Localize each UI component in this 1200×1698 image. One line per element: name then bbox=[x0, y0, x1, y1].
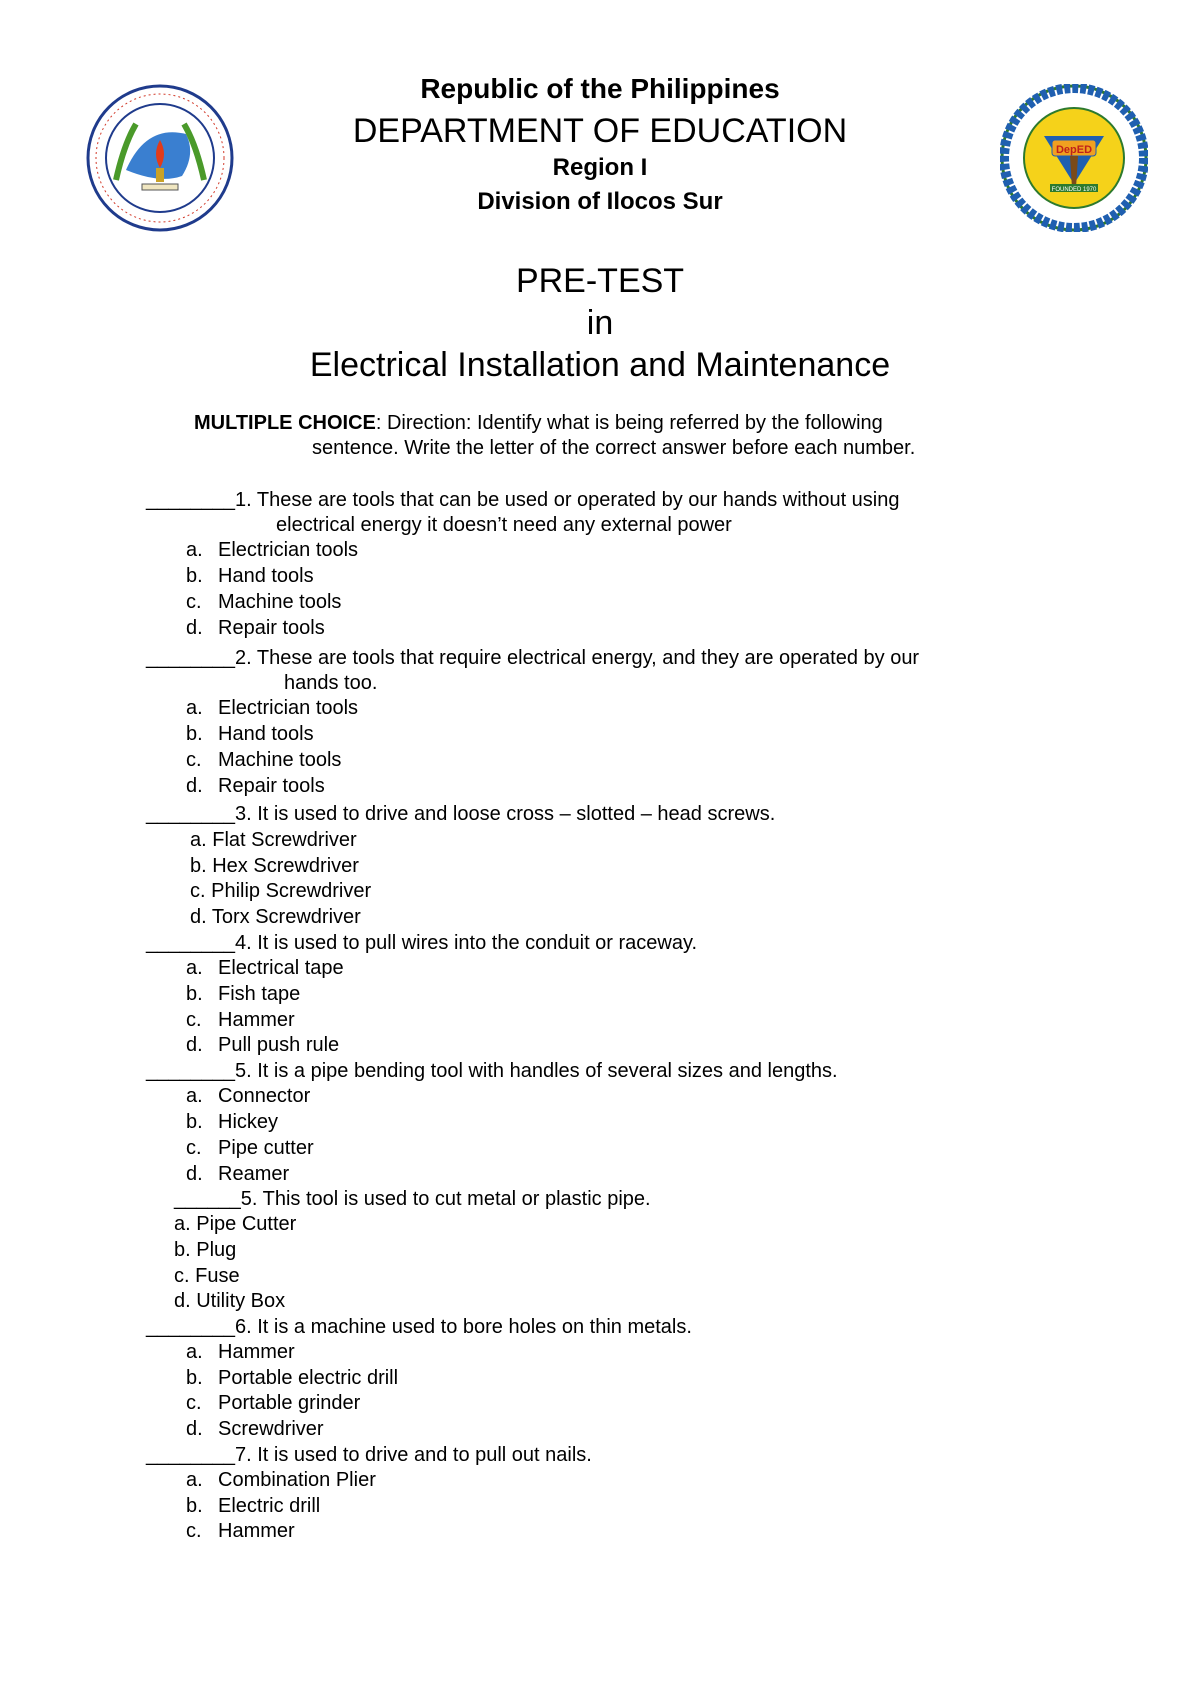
answer-blank[interactable]: ________ bbox=[146, 1060, 235, 1082]
option-text: Pipe cutter bbox=[218, 1137, 314, 1159]
answer-blank[interactable]: ________ bbox=[146, 932, 235, 954]
option-letter: d. bbox=[186, 1163, 203, 1185]
option-letter: d. bbox=[186, 1034, 203, 1056]
answer-blank[interactable]: ________ bbox=[146, 489, 235, 511]
question-8 bbox=[146, 1444, 592, 1467]
question-3 bbox=[146, 803, 775, 826]
option-letter: b. bbox=[186, 723, 203, 745]
option-text: Repair tools bbox=[218, 617, 325, 639]
option-text: Hand tools bbox=[218, 723, 314, 745]
test-title-in: in bbox=[586, 304, 614, 342]
answer-blank[interactable]: ______ bbox=[174, 1188, 241, 1210]
question-text: 4. It is used to pull wires into the conduit or raceway. bbox=[234, 932, 698, 954]
department-heading: DEPARTMENT OF EDUCATION bbox=[352, 112, 848, 150]
question-4 bbox=[146, 932, 697, 955]
option-letter: a. bbox=[186, 539, 203, 561]
option-letter: b. bbox=[186, 565, 203, 587]
option-letter: a. bbox=[186, 1085, 203, 1107]
svg-text:DepED: DepED bbox=[1055, 144, 1093, 156]
option-letter: c. bbox=[186, 749, 202, 771]
test-title: PRE-TEST bbox=[515, 262, 685, 300]
option-letter: c. bbox=[186, 1137, 202, 1159]
question-text: 5. This tool is used to cut metal or plastic pipe. bbox=[240, 1188, 651, 1210]
option-letter: c. bbox=[186, 1392, 202, 1414]
question-continuation: hands too. bbox=[284, 672, 378, 694]
question-1 bbox=[146, 489, 900, 512]
option-text: Electrician tools bbox=[218, 539, 359, 561]
option: d. Utility Box bbox=[174, 1290, 286, 1312]
option-text: Hammer bbox=[218, 1341, 295, 1363]
direction-text: : Direction: Identify what is being referred by the following bbox=[375, 412, 883, 434]
subject-title: Electrical Installation and Maintenance bbox=[309, 346, 891, 384]
option-letter: a. bbox=[186, 697, 203, 719]
option-text: Pull push rule bbox=[218, 1034, 340, 1056]
answer-blank[interactable]: ________ bbox=[146, 803, 235, 825]
option-letter: a. bbox=[186, 1341, 203, 1363]
option-text: Portable grinder bbox=[218, 1392, 361, 1414]
option-text: Electrician tools bbox=[218, 697, 359, 719]
option: c. Philip Screwdriver bbox=[190, 880, 372, 902]
option-letter: b. bbox=[186, 1367, 203, 1389]
question-2 bbox=[146, 647, 919, 670]
option-text: Portable electric drill bbox=[218, 1367, 399, 1389]
option: a. Flat Screwdriver bbox=[190, 829, 357, 851]
question-6 bbox=[174, 1188, 651, 1211]
option-text: Reamer bbox=[218, 1163, 290, 1185]
question-text: 2. These are tools that require electrical energy, and they are operated by our bbox=[234, 647, 920, 669]
option-text: Fish tape bbox=[218, 983, 301, 1005]
option-letter: c. bbox=[186, 591, 202, 613]
option-letter: b. bbox=[186, 983, 203, 1005]
question-text: 5. It is a pipe bending tool with handles of several sizes and lengths. bbox=[234, 1060, 838, 1082]
option-letter: a. bbox=[186, 1469, 203, 1491]
option-text: Machine tools bbox=[218, 749, 342, 771]
option-text: Repair tools bbox=[218, 775, 325, 797]
option-text: Hand tools bbox=[218, 565, 314, 587]
direction-line-1 bbox=[194, 412, 883, 435]
answer-blank[interactable]: ________ bbox=[146, 647, 235, 669]
question-7 bbox=[146, 1316, 692, 1339]
question-text: 6. It is a machine used to bore holes on thin metals. bbox=[234, 1316, 692, 1338]
option-text: Combination Plier bbox=[218, 1469, 376, 1491]
direction-line-2: sentence. Write the letter of the correct answer before each number. bbox=[312, 437, 916, 459]
answer-blank[interactable]: ________ bbox=[146, 1316, 235, 1338]
option-text: Electrical tape bbox=[218, 957, 344, 979]
option-letter: c. bbox=[186, 1520, 202, 1542]
option: c. Fuse bbox=[174, 1265, 240, 1287]
svg-text:FOUNDED 1970: FOUNDED 1970 bbox=[1051, 187, 1097, 193]
region-heading: Region I bbox=[552, 154, 648, 181]
question-continuation: electrical energy it doesn’t need any external power bbox=[276, 514, 732, 536]
option: b. Plug bbox=[174, 1239, 237, 1261]
question-5 bbox=[146, 1060, 838, 1083]
republic-heading: Republic of the Philippines bbox=[420, 73, 780, 104]
option-text: Hickey bbox=[218, 1111, 279, 1133]
option-text: Electric drill bbox=[218, 1495, 321, 1517]
division-heading: Division of Ilocos Sur bbox=[477, 188, 723, 215]
question-text: 1. These are tools that can be used or operated by our hands without using bbox=[234, 489, 900, 511]
option: b. Hex Screwdriver bbox=[190, 855, 359, 877]
option-text: Screwdriver bbox=[218, 1418, 324, 1440]
direction-label: MULTIPLE CHOICE bbox=[194, 412, 376, 434]
answer-blank[interactable]: ________ bbox=[146, 1444, 235, 1466]
option-text: Connector bbox=[218, 1085, 311, 1107]
option: d. Torx Screwdriver bbox=[190, 906, 361, 928]
option-letter: b. bbox=[186, 1111, 203, 1133]
option-text: Machine tools bbox=[218, 591, 342, 613]
question-text: 3. It is used to drive and loose cross – slotted – head screws. bbox=[234, 803, 776, 825]
option-letter: d. bbox=[186, 1418, 203, 1440]
option-letter: d. bbox=[186, 775, 203, 797]
option-letter: d. bbox=[186, 617, 203, 639]
option-text: Hammer bbox=[218, 1009, 295, 1031]
option-letter: c. bbox=[186, 1009, 202, 1031]
option-text: Hammer bbox=[218, 1520, 295, 1542]
option: a. Pipe Cutter bbox=[174, 1213, 297, 1235]
question-text: 7. It is used to drive and to pull out nails. bbox=[234, 1444, 592, 1466]
option-letter: a. bbox=[186, 957, 203, 979]
option-letter: b. bbox=[186, 1495, 203, 1517]
